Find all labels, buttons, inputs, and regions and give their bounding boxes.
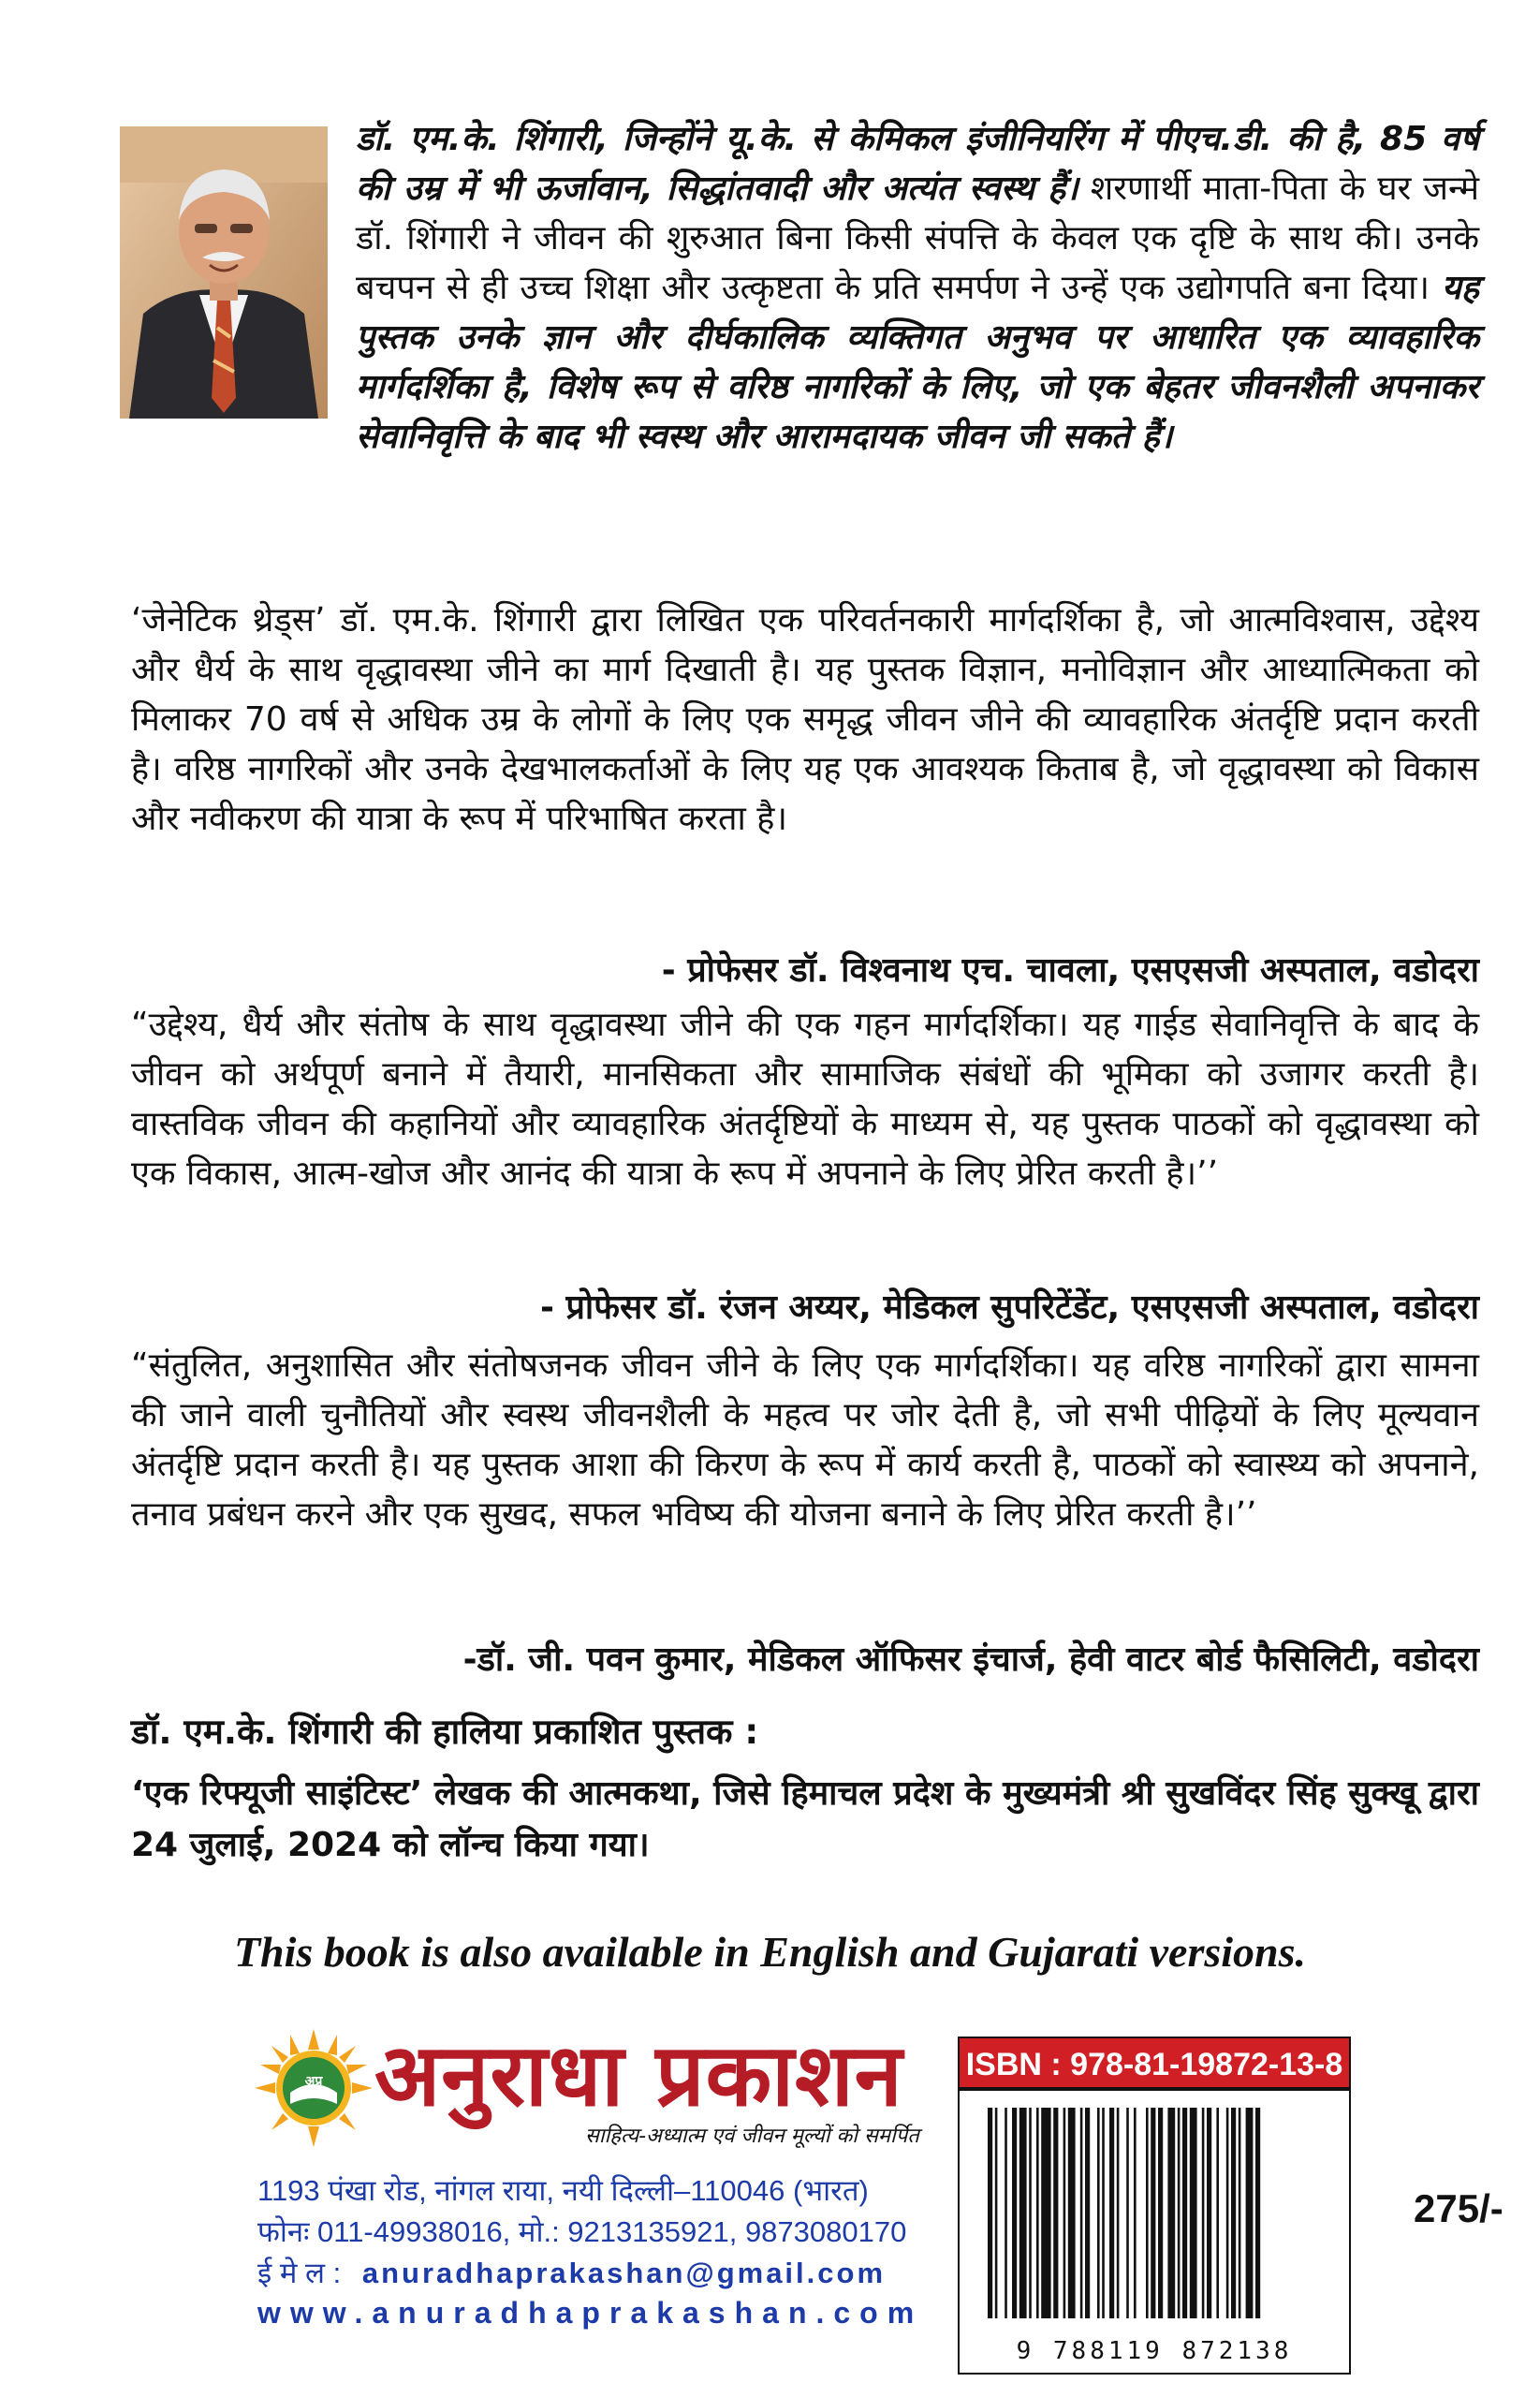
barcode-bar	[1207, 2108, 1211, 2318]
barcode-bar	[1097, 2108, 1100, 2318]
isbn-label: ISBN : 978-81-19872-13-8	[958, 2037, 1351, 2089]
review-3-attribution: -डॉ. जी. पवन कुमार, मेडिकल ऑफिसर इंचार्ज, हेवी वाटर बोर्ड फैसिलिटी, वडोदरा	[462, 1640, 1479, 1679]
barcode-bar	[1239, 2108, 1241, 2318]
barcode-bar	[1190, 2108, 1197, 2318]
barcode-bar	[1231, 2108, 1236, 2318]
barcode-bar	[1202, 2108, 1205, 2318]
recent-book-description: ‘एक रिफ्यूजी साइंटिस्ट’ लेखक की आत्मकथा, जिसे हिमाचल प्रदेश के मुख्यमंत्री श्री सुखविंदर सिंह सुक्खू द्वारा 24 जुलाई, 2024 को लॉन्च किया गया।	[131, 1774, 1479, 1864]
bio-middle: शरणार्थी माता-पिता के घर जन्मे डॉ. शिंगारी ने जीवन की शुरुआत बिना किसी संपत्ति के केवल एक दृष्टि के साथ की। उनके बचपन से ही उच्च शिक्षा और उत्कृष्टता के प्रति समर्पण ने उन्हें एक उद्योगपति बना दिया।	[356, 169, 1479, 307]
barcode-bar	[1178, 2108, 1181, 2318]
barcode-bar	[1255, 2108, 1260, 2318]
logo-monogram: अप्र	[304, 2074, 323, 2089]
barcode-bars	[988, 2108, 1325, 2318]
publisher-email-link[interactable]: anuradhaprakashan@gmail.com	[361, 2257, 887, 2289]
author-bio	[131, 114, 1479, 610]
barcode-bar	[995, 2108, 998, 2318]
review-2-text: “उद्देश्य, धैर्य और संतोष के साथ वृद्धावस्था जीने की एक गहन मार्गदर्शिका। यह गाईड सेवानिवृत्ति के बाद के जीवन को अर्थपूर्ण बनाने में तैयारी, मानसिकता और सामाजिक संबंधों की भूमिका को उजागर करती है। वास्तविक जीवन की कहानियों और व्यावहारिक अंतर्दृष्टियों के माध्यम से, यह पुस्तक पाठकों को वृद्धावस्था को एक विकास, आत्म-खोज और आनंद की यात्रा के रूप में अपनाने के लिए प्रेरित करती है।’’	[131, 1006, 1479, 1193]
barcode-bar	[1019, 2108, 1027, 2318]
barcode-bar	[1109, 2108, 1114, 2318]
barcode-bar	[1216, 2108, 1219, 2318]
email-label: ई मे ल :	[257, 2257, 342, 2289]
barcode-bar	[1005, 2108, 1007, 2318]
publisher-phone: फोनः 011-49938016, मो.: 9213135921, 9873080170	[257, 2215, 907, 2248]
price: 275/-	[1414, 2186, 1503, 2230]
review-1-text: ‘जेनेटिक थ्रेड्स’ डॉ. एम.के. शिंगारी द्वारा लिखित एक परिवर्तनकारी मार्गदर्शिका है, जो आत्मविश्वास, उद्देश्य और धैर्य के साथ वृद्धावस्था जीने का मार्ग दिखाती है। यह पुस्तक विज्ञान, मनोविज्ञान और आध्यात्मिकता को मिलाकर 70 वर्ष से अधिक उम्र के लोगों के लिए एक समृद्ध जीवन जीने की व्यावहारिक अंतर्दृष्टि प्रदान करती है। वरिष्ठ नागरिकों और उनके देखभालकर्ताओं के लिए यह एक आवश्यक किताब है, जो वृद्धावस्था को विकास और नवीकरण की यात्रा के रूप में परिभाषित करता है।	[131, 601, 1479, 838]
photo-spacer	[131, 114, 356, 610]
barcode	[958, 2089, 1351, 2375]
barcode-bar	[988, 2108, 992, 2318]
language-availability-note: This book is also available in English and Gujarati versions.	[233, 1928, 1307, 1976]
barcode-bar	[1182, 2108, 1187, 2318]
barcode-digits: 9 788119 872138	[1016, 2337, 1293, 2365]
barcode-bar	[1053, 2108, 1058, 2318]
review-2-attribution: - प्रोफेसर डॉ. रंजन अय्यर, मेडिकल सुपरिटेंडेंट, एसएसजी अस्पताल, वडोदरा	[539, 1288, 1479, 1327]
publisher-tagline: साहित्य-अध्यात्म एवं जीवन मूल्यों को समर्पित	[585, 2125, 919, 2148]
barcode-bar	[1167, 2108, 1175, 2318]
barcode-bar	[1126, 2108, 1129, 2318]
barcode-bar	[1085, 2108, 1090, 2318]
barcode-bar	[1012, 2108, 1017, 2318]
publisher-email-row	[257, 2253, 886, 2292]
barcode-bar	[1246, 2108, 1254, 2318]
barcode-bar	[1117, 2108, 1120, 2318]
bio-lead: डॉ. एम.के. शिंगारी, जिन्होंने यू.के. से केमिकल इंजीनियरिंग में पीएच.डी. की है, 85 वर्ष की उम्र में भी ऊर्जावान, सिद्धांतवादी और अत्यंत स्वस्थ हैं।	[356, 120, 1479, 208]
barcode-bar	[1134, 2108, 1137, 2318]
barcode-bar	[1151, 2108, 1155, 2318]
publisher-name: अनुराधा प्रकाशन	[374, 2025, 903, 2125]
barcode-bar	[1102, 2108, 1105, 2318]
barcode-bar	[1036, 2108, 1039, 2318]
barcode-bar	[1080, 2108, 1083, 2318]
review-1-attribution: - प्रोफेसर डॉ. विश्वनाथ एच. चावला, एसएसजी अस्पताल, वडोदरा	[661, 951, 1479, 990]
barcode-bar	[1029, 2108, 1032, 2318]
review-3-text: “संतुलित, अनुशासित और संतोषजनक जीवन जीने के लिए एक मार्गदर्शिका। यह वरिष्ठ नागरिकों द्वारा सामना की जाने वाली चुनौतियों और स्वस्थ जीवनशैली के महत्व पर जोर देती है, जो सभी पीढ़ियों के लिए मूल्यवान अंतर्दृष्टि प्रदान करती है। यह पुस्तक आशा की किरण के रूप में कार्य करती है, पाठकों को स्वास्थ्य को अपनाने, तनाव प्रबंधन करने और एक सुखद, सफल भविष्य की योजना बनाने के लिए प्रेरित करती है।’’	[131, 1346, 1479, 1534]
publisher-website-link[interactable]: www.anuradhaprakashan.com	[257, 2296, 924, 2330]
recent-book-heading: डॉ. एम.के. शिंगारी की हालिया प्रकाशित पुस्तक :	[131, 1712, 759, 1752]
publisher-address: 1193 पंखा रोड, नांगल राया, नयी दिल्ली–110046 (भारत)	[257, 2174, 869, 2207]
barcode-bar	[1068, 2108, 1076, 2318]
barcode-bar	[1158, 2108, 1163, 2318]
bio-tail: यह पुस्तक उनके ज्ञान और दीर्घकालिक व्यक्तिगत अनुभव पर आधारित एक व्यावहारिक मार्गदर्शिका है, विशेष रूप से वरिष्ठ नागरिकों के लिए, जो एक बेहतर जीवनशैली अपनाकर सेवानिवृत्ति के बाद भी स्वस्थ और आरामदायक जीवन जी सकते हैं।	[356, 269, 1479, 456]
publisher-logo-icon	[253, 2027, 374, 2149]
barcode-bar	[1041, 2108, 1050, 2318]
barcode-bar	[1226, 2108, 1229, 2318]
barcode-bar	[1146, 2108, 1149, 2318]
barcode-bar	[1063, 2108, 1066, 2318]
